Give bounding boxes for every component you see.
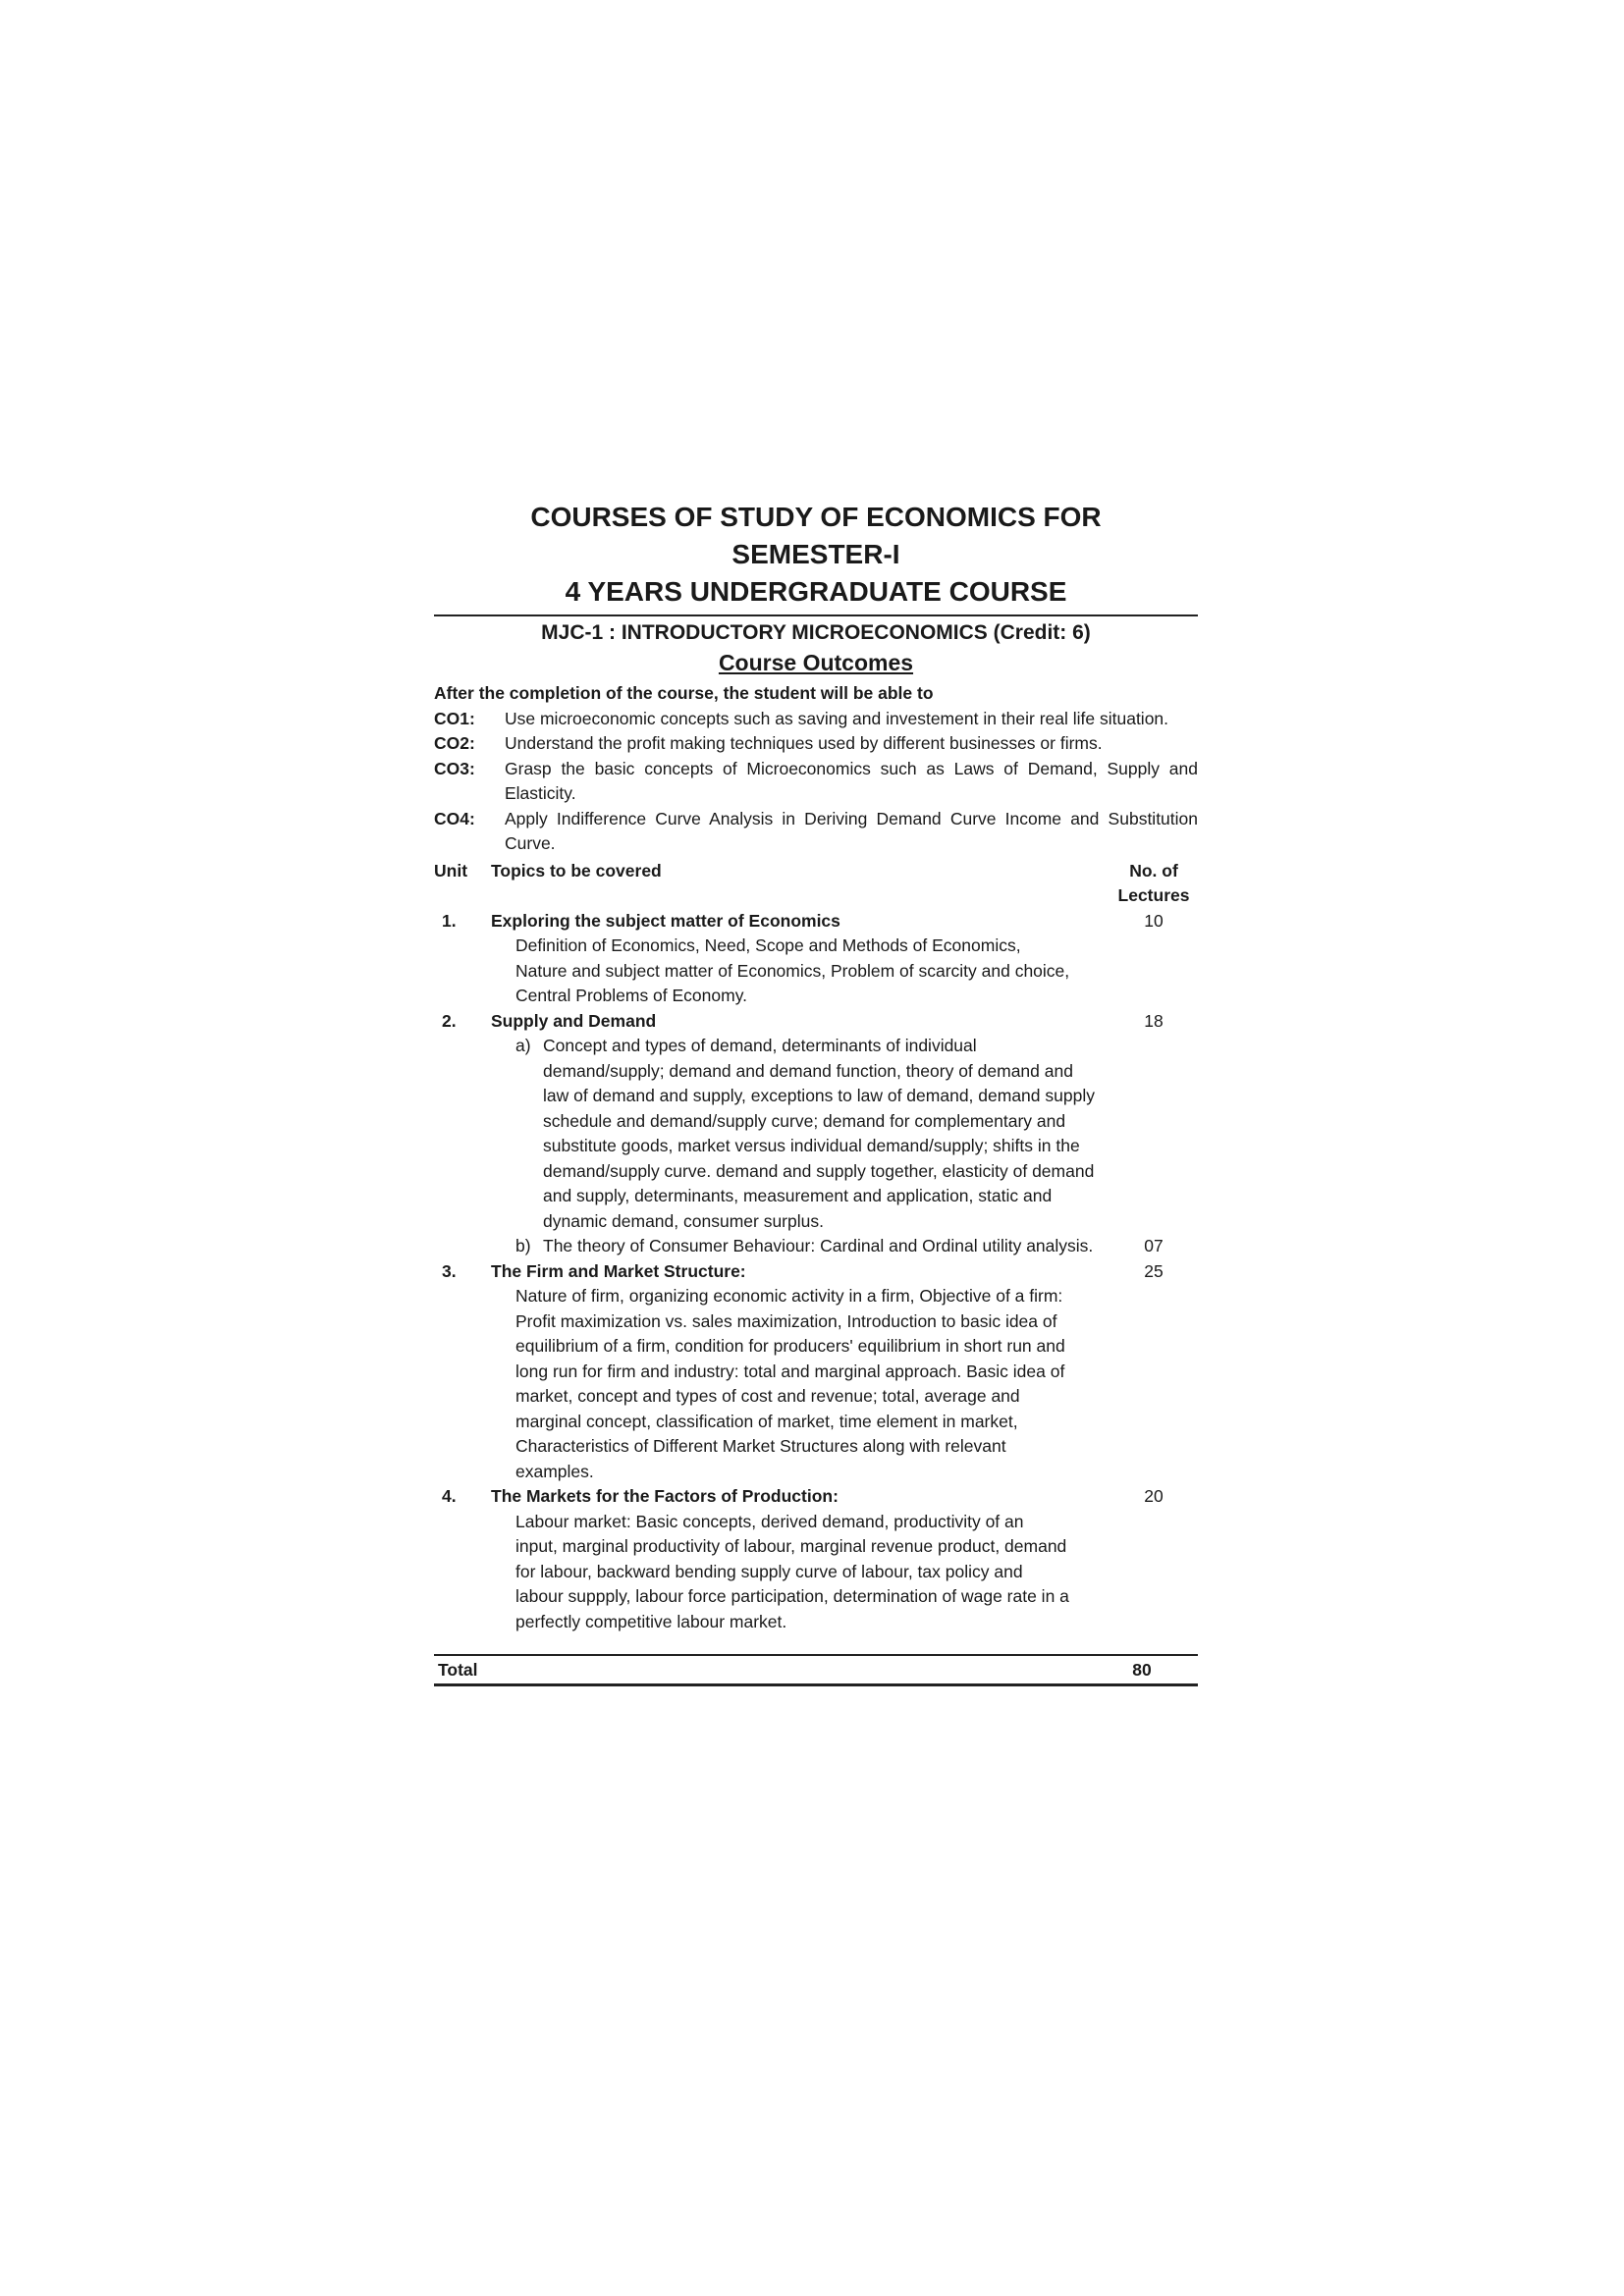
unit-title: Supply and Demand bbox=[491, 1010, 657, 1031]
unit-title: The Firm and Market Structure: bbox=[491, 1260, 746, 1281]
title-divider bbox=[434, 614, 1198, 616]
outcome-text: Grasp the basic concepts of Microeconomics such as Laws of Demand, Supply and Elasticity. bbox=[505, 758, 1198, 803]
subitem-lectures: 07 bbox=[1144, 1236, 1164, 1255]
outcomes-intro: After the completion of the course, the student will be able to bbox=[434, 683, 934, 703]
unit-description: Definition of Economics, Need, Scope and Methods of Economics, Nature and subject matter of Economics, Problem of scarcity and choice, Central Problems of Economy. bbox=[515, 935, 1070, 1005]
doc-title-line-3: 4 YEARS UNDERGRADUATE COURSE bbox=[565, 576, 1067, 607]
unit-subitem bbox=[491, 1034, 1110, 1234]
unit-number: 2. bbox=[442, 1010, 457, 1031]
subitem-text: Concept and types of demand, determinants of individual demand/supply; demand and demand function, theory of demand and law of demand and supply, exceptions to law of demand, demand supply schedule and demand/supply curve; demand for complementary and substitute goods, market versus individual demand/supply; shifts in the demand/supply curve. demand and supply together, elasticity of demand and supply, determinants, measurement and application, static and dynamic demand, consumer surplus. bbox=[543, 1036, 1095, 1231]
outcome-code: CO3: bbox=[434, 758, 475, 778]
units-table-header bbox=[434, 859, 1198, 909]
total-row bbox=[434, 1656, 1198, 1683]
doc-title-line-2: SEMESTER-I bbox=[731, 539, 900, 569]
outcomes-section bbox=[434, 681, 1198, 1634]
total-bottom-rule bbox=[434, 1683, 1198, 1686]
outcome-item bbox=[434, 707, 1198, 732]
subitem-marker: b) bbox=[515, 1236, 531, 1255]
unit-lectures: 18 bbox=[1144, 1010, 1164, 1031]
unit-title: The Markets for the Factors of Production: bbox=[491, 1486, 839, 1506]
outcome-code: CO4: bbox=[434, 808, 475, 828]
outcome-code: CO1: bbox=[434, 708, 475, 728]
total-value: 80 bbox=[1132, 1660, 1152, 1680]
unit-row bbox=[434, 1009, 1198, 1259]
syllabus-page bbox=[434, 499, 1198, 1686]
unit-description: Labour market: Basic concepts, derived demand, productivity of an input, marginal productivity of labour, marginal revenue product, demand for labour, backward bending supply curve of labour, tax policy and labour suppply, labour force participation, determination of wage rate in a perfectly competitive labour market. bbox=[515, 1511, 1069, 1631]
unit-title: Exploring the subject matter of Economics bbox=[491, 910, 840, 931]
unit-row bbox=[434, 909, 1198, 1009]
total-section bbox=[434, 1654, 1198, 1686]
subitem-marker: a) bbox=[515, 1036, 531, 1055]
course-heading: MJC-1 : INTRODUCTORY MICROECONOMICS (Credit: 6) bbox=[541, 621, 1091, 644]
unit-lectures: 10 bbox=[1144, 910, 1164, 931]
outcome-item bbox=[434, 757, 1198, 807]
unit-description: Nature of firm, organizing economic activity in a firm, Objective of a firm: Profit maximization vs. sales maximization, Introduction to basic idea of equilibrium of a firm, condition for producers' equilibrium in short run and long run for firm and industry: total and marginal approach. Basic idea of market, concept and types of cost and revenue; total, average and marginal concept, classification of market, time element in market, Characteristics of Different Market Structures along with relevant examples. bbox=[515, 1286, 1065, 1481]
col-lectures-header: No. of Lectures bbox=[1117, 860, 1190, 905]
unit-number: 1. bbox=[442, 910, 457, 931]
outcome-item bbox=[434, 731, 1198, 757]
unit-lectures: 20 bbox=[1144, 1486, 1164, 1506]
unit-number: 4. bbox=[442, 1486, 457, 1506]
outcome-code: CO2: bbox=[434, 733, 475, 753]
unit-row bbox=[434, 1484, 1198, 1634]
unit-subitem bbox=[491, 1234, 1110, 1259]
doc-title-line-1: COURSES OF STUDY OF ECONOMICS FOR bbox=[530, 502, 1102, 532]
unit-lectures: 25 bbox=[1144, 1260, 1164, 1281]
unit-row bbox=[434, 1259, 1198, 1485]
subitem-text: The theory of Consumer Behaviour: Cardinal and Ordinal utility analysis. bbox=[543, 1236, 1094, 1255]
outcome-text: Use microeconomic concepts such as saving and investement in their real life situation. bbox=[505, 708, 1169, 728]
col-topics-header: Topics to be covered bbox=[491, 860, 662, 881]
unit-number: 3. bbox=[442, 1260, 457, 1281]
outcomes-heading: Course Outcomes bbox=[718, 650, 914, 675]
outcome-text: Understand the profit making techniques used by different businesses or firms. bbox=[505, 733, 1103, 753]
outcome-item bbox=[434, 807, 1198, 857]
total-label: Total bbox=[438, 1660, 478, 1680]
col-unit-header: Unit bbox=[434, 860, 468, 881]
outcome-text: Apply Indifference Curve Analysis in Deriving Demand Curve Income and Substitution Curve. bbox=[505, 808, 1198, 853]
